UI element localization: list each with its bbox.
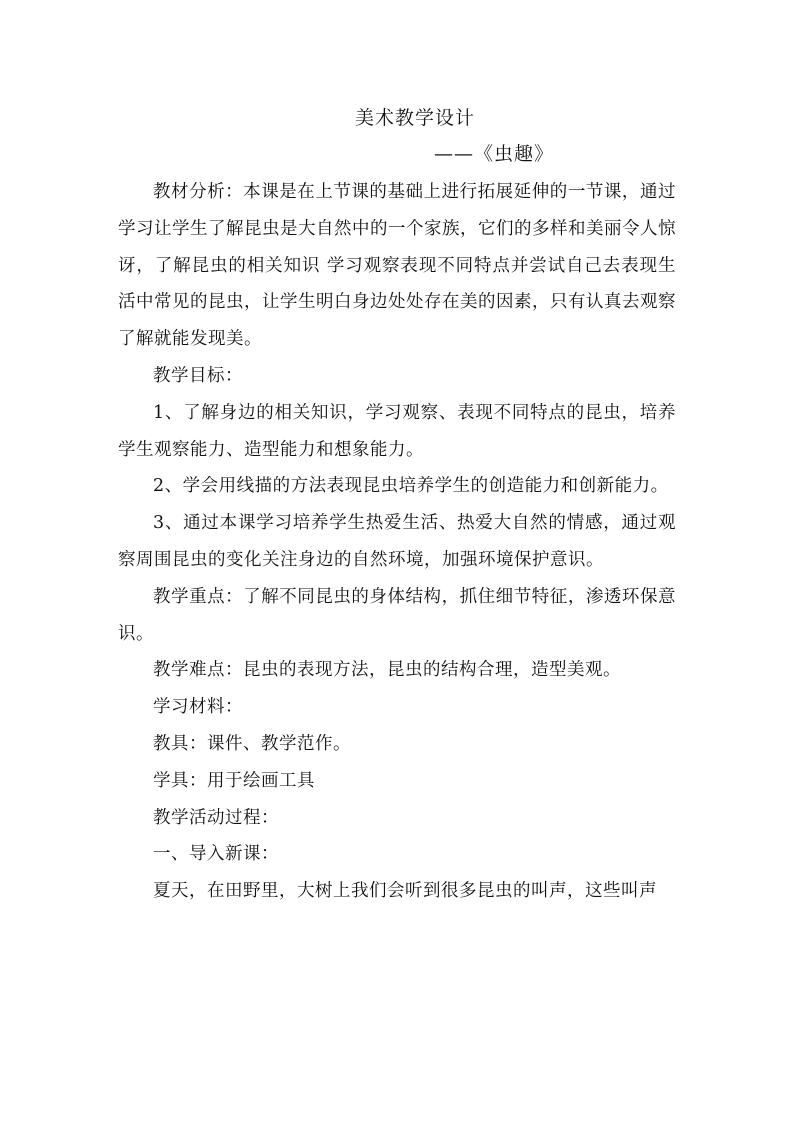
document-body (118, 100, 676, 910)
paragraph-goal-1: 1、了解身边的相关知识，学习观察、表现不同特点的昆虫，培养学生观察能力、造型能力和想象能力。 (118, 402, 676, 460)
document-title: 美术教学设计 (354, 107, 475, 129)
paragraph-materials-heading: 学习材料： (153, 697, 243, 718)
paragraph-section-1-heading: 一、导入新课： (153, 844, 279, 865)
paragraph-difficulties: 教学难点：昆虫的表现方法，昆虫的结构合理，造型美观。 (153, 660, 621, 681)
paragraph-goal-2: 2、学会用线描的方法表现昆虫培养学生的创造能力和创新能力。 (153, 476, 669, 497)
paragraph-learning-tools: 学具：用于绘画工具 (153, 770, 315, 791)
document-subtitle: ——《虫趣》 (434, 143, 555, 165)
paragraph-textbook-analysis: 教材分析：本课是在上节课的基础上进行拓展延伸的一节课，通过学习让学生了解昆虫是大自然中的一个家族，它们的多样和美丽令人惊讶，了解昆虫的相关知识 学习观察表现不同特点并尝试自己去表现生活中常见的昆虫，让学生明白身边处处存在美的因素，只有认真去观察了解就能发现美。 (118, 182, 676, 350)
paragraph-intro-text: 夏天，在田野里，大树上我们会听到很多昆虫的叫声，这些叫声 (153, 881, 657, 902)
paragraph-process-heading: 教学活动过程： (153, 807, 279, 828)
paragraph-teaching-aids: 教具：课件、教学范作。 (153, 733, 351, 754)
paragraph-teaching-goals-heading: 教学目标： (153, 365, 243, 386)
paragraph-key-points: 教学重点：了解不同昆虫的身体结构，抓住细节特征，渗透环保意识。 (118, 586, 676, 644)
paragraph-goal-3: 3、通过本课学习培养学生热爱生活、热爱大自然的情感，通过观察周围昆虫的变化关注身边的自然环境，加强环境保护意识。 (118, 513, 676, 570)
